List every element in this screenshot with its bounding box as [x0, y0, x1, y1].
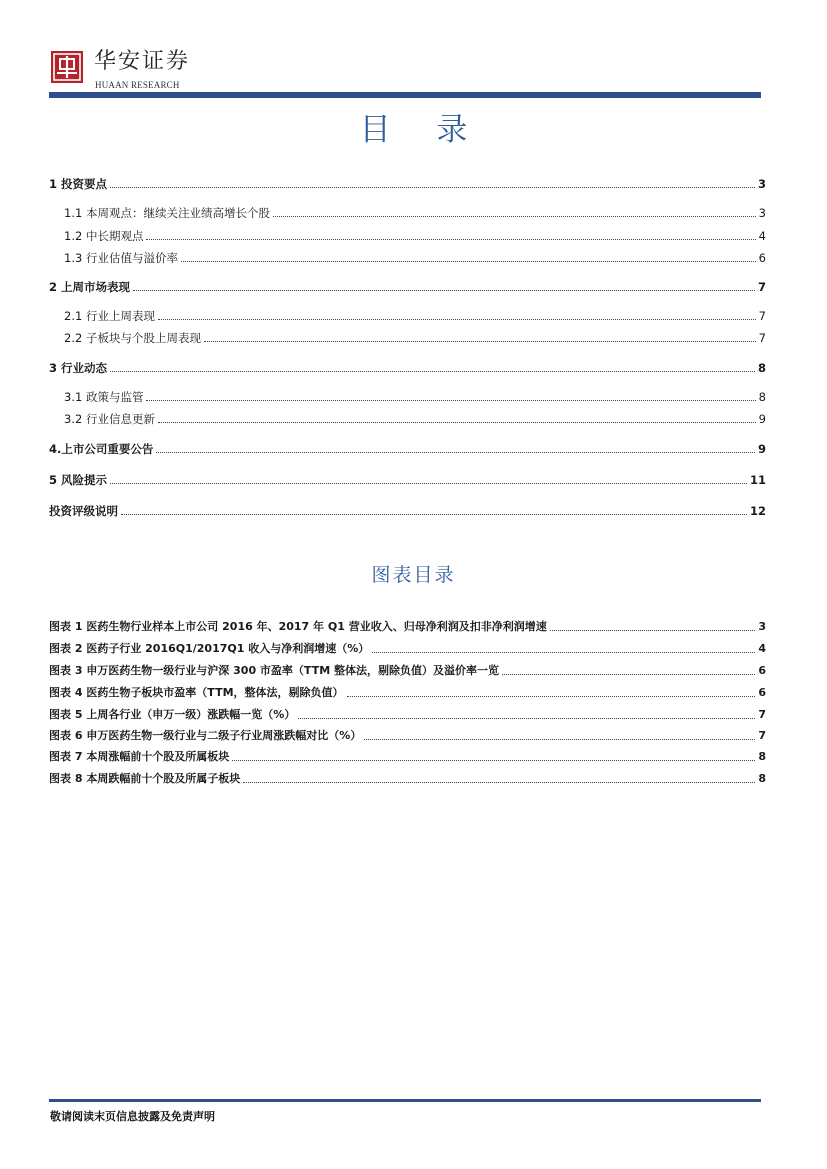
figure-item-page: 4 [758, 642, 766, 655]
toc-item-label: 5 风险提示 [49, 473, 108, 487]
leader-dots [181, 260, 756, 262]
figure-item-label: 图表 6 申万医药生物一级行业与二级子行业周涨跌幅对比（%） [49, 729, 362, 742]
toc-item[interactable] [49, 471, 766, 489]
figure-item-label: 图表 7 本周涨幅前十个股及所属板块 [49, 750, 230, 763]
figure-item[interactable] [49, 706, 766, 724]
toc-item[interactable] [64, 307, 766, 325]
leader-dots [364, 738, 755, 740]
leader-dots [110, 370, 755, 372]
toc-item-label: 3.2 行业信息更新 [64, 412, 155, 426]
toc-item-label: 1.3 行业估值与溢价率 [64, 251, 178, 265]
figure-item-page: 3 [758, 620, 766, 633]
leader-dots [110, 482, 747, 484]
toc-item[interactable] [49, 175, 766, 193]
toc-item[interactable] [64, 388, 766, 406]
toc-item-label: 3 行业动态 [49, 361, 108, 375]
brand-name-en: HUAAN RESEARCH [95, 80, 180, 90]
leader-dots [133, 289, 755, 291]
leader-dots [158, 318, 756, 320]
toc-item-page: 8 [758, 390, 766, 404]
toc-item-label: 4.上市公司重要公告 [49, 442, 154, 456]
toc-item[interactable] [64, 227, 766, 245]
leader-dots [243, 781, 755, 783]
toc-item-page: 11 [749, 473, 766, 487]
leader-dots [204, 340, 756, 342]
toc-item[interactable] [49, 502, 766, 520]
leader-dots [121, 513, 747, 515]
leader-dots [502, 673, 755, 675]
toc-item[interactable] [49, 440, 766, 458]
figure-item-label: 图表 4 医药生物子板块市盈率（TTM，整体法，剔除负值） [49, 686, 344, 699]
figure-item[interactable] [49, 684, 766, 702]
figure-item-page: 8 [758, 772, 766, 785]
toc-item-page: 7 [757, 280, 766, 294]
footer-disclaimer: 敬请阅读末页信息披露及免责声明 [50, 1110, 215, 1123]
leader-dots [298, 717, 755, 719]
leader-dots [158, 421, 756, 423]
figures-list-title: 图表目录 [371, 564, 456, 586]
huaan-seal-logo-icon [50, 50, 84, 84]
toc-item-label: 2 上周市场表现 [49, 280, 131, 294]
leader-dots [372, 651, 755, 653]
figure-item-page: 8 [758, 750, 766, 763]
figure-item[interactable] [49, 770, 766, 788]
toc-item-label: 3.1 政策与监管 [64, 390, 144, 404]
toc-item[interactable] [64, 204, 766, 222]
toc-item[interactable] [64, 410, 766, 428]
figure-item[interactable] [49, 618, 766, 636]
toc-item-page: 3 [758, 206, 766, 220]
figure-item-page: 6 [758, 686, 766, 699]
toc-item-label: 2.1 行业上周表现 [64, 309, 155, 323]
header-rule [49, 92, 761, 98]
toc-item-page: 4 [758, 229, 766, 243]
leader-dots [146, 399, 755, 401]
toc-item-label: 1.1 本周观点：继续关注业绩高增长个股 [64, 206, 270, 220]
figure-item-label: 图表 1 医药生物行业样本上市公司 2016 年、2017 年 Q1 营业收入、归母净利润及扣非净利润增速 [49, 620, 547, 633]
figure-item-label: 图表 5 上周各行业（申万一级）涨跌幅一览（%） [49, 708, 296, 721]
leader-dots [146, 238, 755, 240]
toc-item-page: 9 [758, 412, 766, 426]
leader-dots [273, 215, 756, 217]
toc-item-page: 6 [758, 251, 766, 265]
toc-item[interactable] [64, 329, 766, 347]
toc-item-page: 7 [758, 309, 766, 323]
figure-item-page: 6 [758, 664, 766, 677]
leader-dots [156, 451, 755, 453]
figure-item[interactable] [49, 727, 766, 745]
toc-item[interactable] [49, 359, 766, 377]
toc-item-page: 7 [758, 331, 766, 345]
figure-item-label: 图表 8 本周跌幅前十个股及所属子板块 [49, 772, 241, 785]
leader-dots [550, 629, 756, 631]
toc-item[interactable] [49, 278, 766, 296]
figure-item[interactable] [49, 748, 766, 766]
toc-item-label: 1.2 中长期观点 [64, 229, 144, 243]
toc-item[interactable] [64, 249, 766, 267]
page-title: 目 录 [359, 112, 486, 148]
toc-item-page: 9 [757, 442, 766, 456]
leader-dots [347, 695, 756, 697]
brand-name-cn: 华安证券 [94, 49, 191, 74]
footer-rule [49, 1099, 761, 1102]
toc-item-label: 2.2 子板块与个股上周表现 [64, 331, 201, 345]
figure-item[interactable] [49, 662, 766, 680]
figure-item[interactable] [49, 640, 766, 658]
leader-dots [232, 759, 755, 761]
toc-item-page: 8 [757, 361, 766, 375]
toc-item-page: 12 [749, 504, 766, 518]
toc-item-page: 3 [757, 177, 766, 191]
figure-item-label: 图表 3 申万医药生物一级行业与沪深 300 市盈率（TTM 整体法，剔除负值）及溢价率一览 [49, 664, 499, 677]
figure-item-page: 7 [758, 729, 766, 742]
leader-dots [110, 186, 755, 188]
toc-item-label: 1 投资要点 [49, 177, 108, 191]
figure-item-label: 图表 2 医药子行业 2016Q1/2017Q1 收入与净利润增速（%） [49, 642, 370, 655]
toc-item-label: 投资评级说明 [49, 504, 118, 518]
figure-item-page: 7 [758, 708, 766, 721]
